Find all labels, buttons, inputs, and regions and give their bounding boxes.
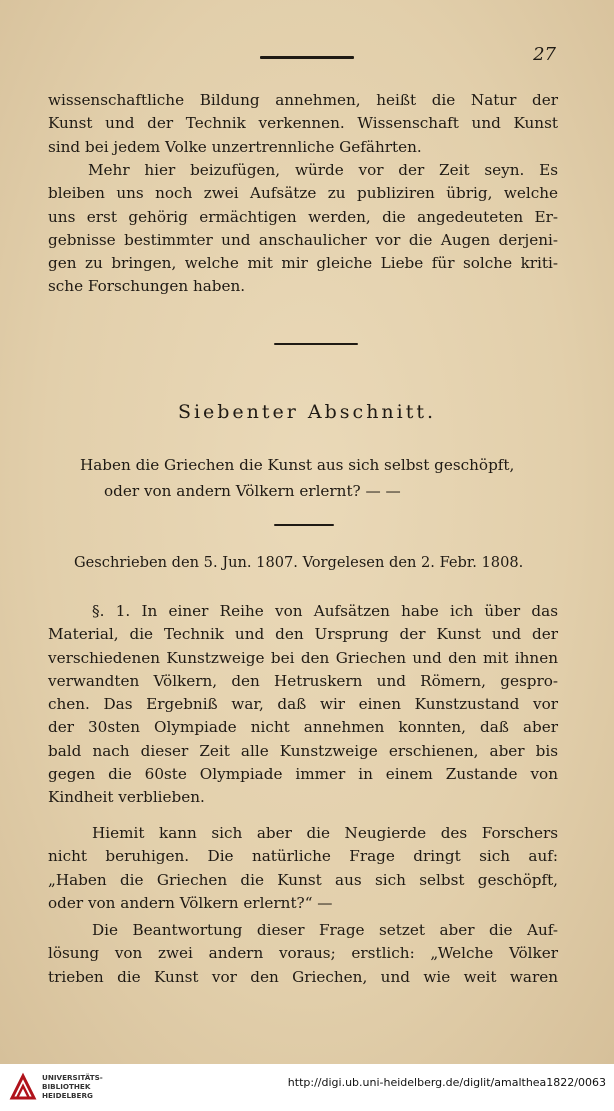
text-line: chen. Das Ergebniß war, daß wir einen Kunstzustand vor — [48, 695, 558, 714]
text-line: gebnisse bestimmter und anschaulicher vor die Augen derjeni- — [48, 230, 558, 249]
viewer-footer — [0, 1064, 614, 1111]
text-line: gegen die 60ste Olympiade immer in einem Zustande von — [48, 765, 558, 784]
logo-line: BIBLIOTHEK — [42, 1082, 91, 1091]
text-line: verwandten Völkern, den Hetruskern und Römern, gespro- — [48, 671, 558, 690]
logo-line: HEIDELBERG — [42, 1091, 93, 1100]
text-line: oder von andern Völkern erlernt?“ — — [48, 893, 333, 912]
text-line: verschiedenen Kunstzweige bei den Griechen und den mit ihnen — [48, 648, 558, 667]
dateline: Geschrieben den 5. Jun. 1807. Vorgelesen den 2. Febr. 1808. — [74, 554, 524, 571]
text-line: wissenschaftliche Bildung annehmen, heißt die Natur der — [48, 91, 558, 109]
text-line: Hiemit kann sich aber die Neugierde des Forschers — [92, 824, 558, 842]
text-line: §. 1. In einer Reihe von Aufsätzen habe ich über das — [92, 602, 558, 620]
text-line: Die Beantwortung dieser Frage setzet aber die Auf- — [92, 921, 558, 939]
paragraph-3 — [48, 600, 558, 810]
text-line: Mehr hier beizufügen, würde vor der Zeit seyn. Es — [88, 161, 558, 179]
dateline-rule — [274, 524, 334, 526]
logo-line: UNIVERSITÄTS- — [42, 1073, 103, 1082]
text-line: Material, die Technik und den Ursprung der Kunst und der — [48, 625, 558, 644]
text-line: „Haben die Griechen die Kunst aus sich selbst geschöpft, — [48, 870, 558, 889]
text-line: Kindheit verblieben. — [48, 788, 205, 807]
section-rule — [274, 343, 358, 345]
text-line: lösung von zwei andern voraus; erstlich: „Welche Völker — [48, 944, 558, 963]
section-question — [80, 452, 560, 504]
university-library-logo-icon[interactable] — [8, 1072, 38, 1102]
paragraph-5 — [48, 919, 558, 989]
text-line: oder von andern Völkern erlernt? — — — [104, 482, 401, 500]
paragraph-4 — [48, 822, 558, 915]
text-line: trieben die Kunst vor den Griechen, und wie weit waren — [48, 967, 558, 986]
page-number: 27 — [533, 44, 556, 65]
text-line: Haben die Griechen die Kunst aus sich selbst geschöpft, — [80, 456, 515, 474]
text-line: sche Forschungen haben. — [48, 277, 246, 296]
text-line: nicht beruhigen. Die natürliche Frage dringt sich auf: — [48, 847, 558, 866]
section-heading: Siebenter Abschnitt. — [177, 401, 437, 423]
library-logo-text — [42, 1073, 103, 1100]
text-line: gen zu bringen, welche mit mir gleiche Liebe für solche kriti- — [48, 254, 558, 273]
permalink-url[interactable]: http://digi.ub.uni-heidelberg.de/diglit/amalthea1822/0063 — [287, 1076, 606, 1089]
text-line: uns erst gehörig ermächtigen werden, die angedeuteten Er- — [48, 207, 558, 226]
paragraph-1 — [48, 89, 558, 159]
top-rule — [260, 56, 354, 59]
text-line: der 30sten Olympiade nicht annehmen konnten, daß aber — [48, 718, 558, 737]
text-line: bleiben uns noch zwei Aufsätze zu publiziren übrig, welche — [48, 184, 558, 203]
text-line: sind bei jedem Volke unzertrennliche Gefährten. — [48, 137, 422, 156]
text-line: bald nach dieser Zeit alle Kunstzweige erschienen, aber bis — [48, 741, 558, 760]
text-line: Kunst und der Technik verkennen. Wissenschaft und Kunst — [48, 114, 558, 133]
paragraph-2 — [48, 159, 558, 299]
